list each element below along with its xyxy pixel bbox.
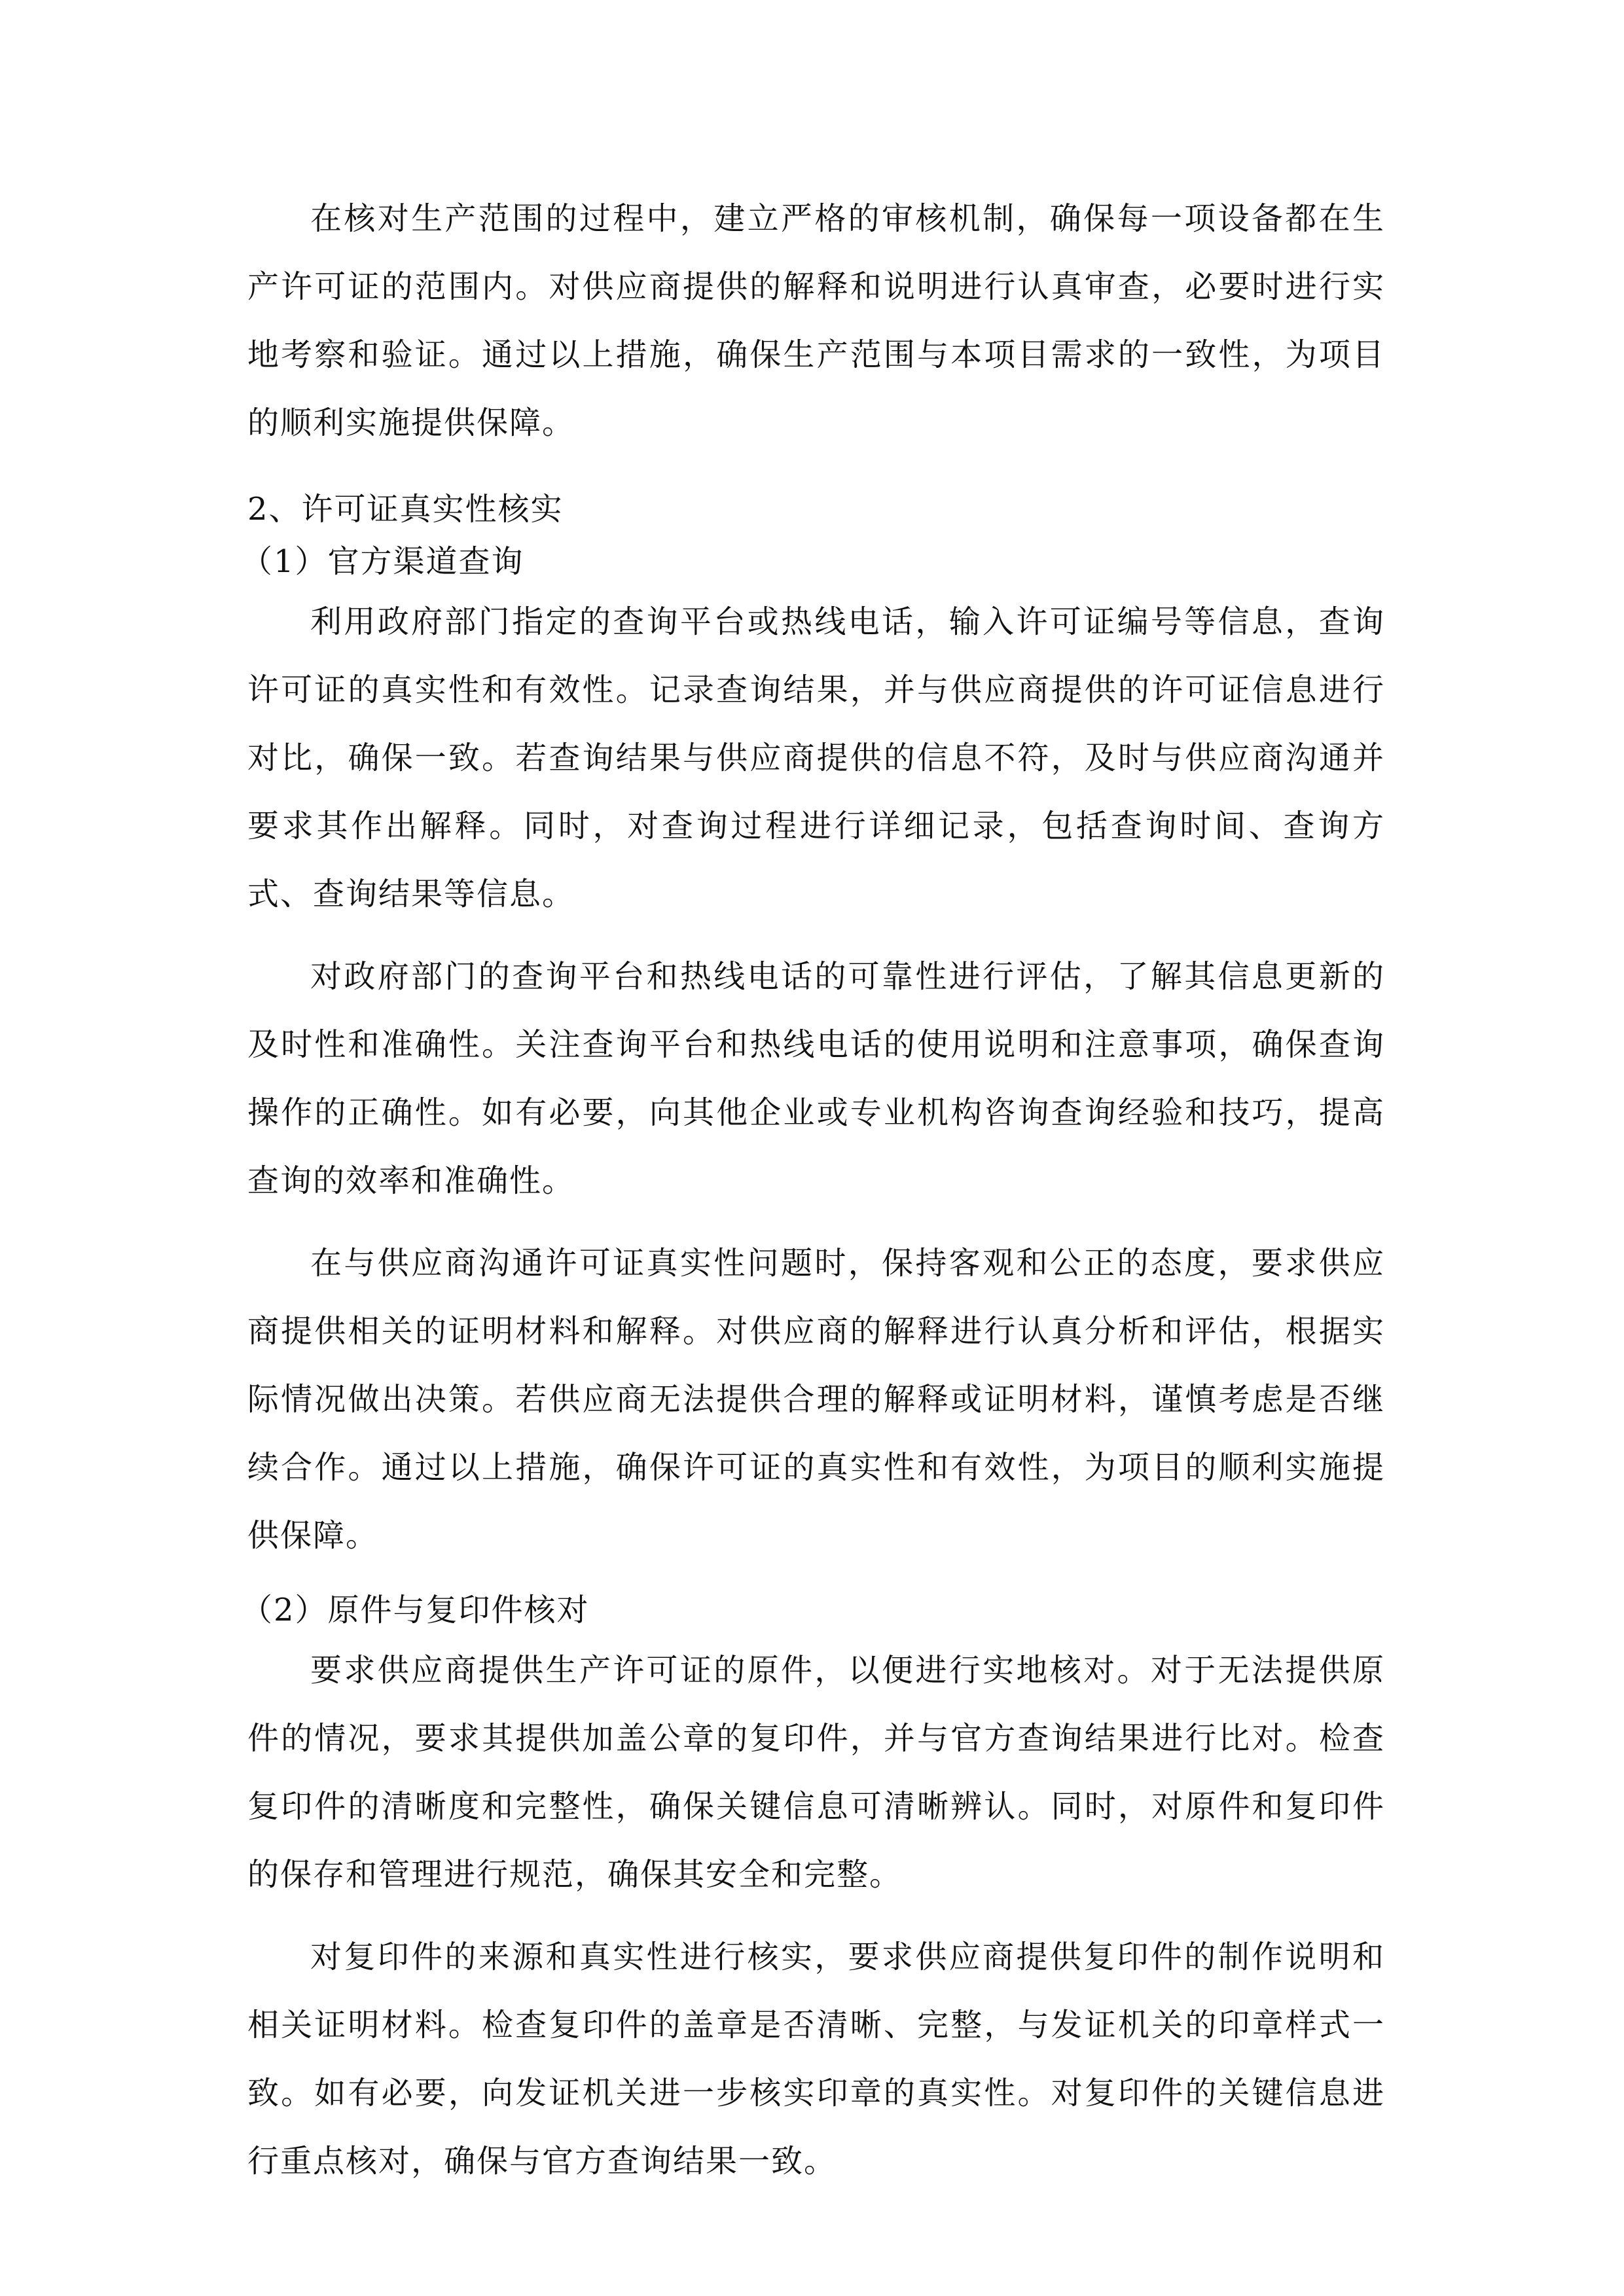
paragraph-copy-authenticity: 对复印件的来源和真实性进行核实，要求供应商提供复印件的制作说明和相关证明材料。检查复印件的盖章是否清晰、完整，与发证机关的印章样式一致。如有必要，向发证机关进一步核实印章的真实性。对复印件的关键信息进行重点核对，确保与官方查询结果一致。 <box>247 1939 1385 2179</box>
paragraph-original-copy-check: 要求供应商提供生产许可证的原件，以便进行实地核对。对于无法提供原件的情况，要求其提供加盖公章的复印件，并与官方查询结果进行比对。检查复印件的清晰度和完整性，确保关键信息可清晰辨认。同时，对原件和复印件的保存和管理进行规范，确保其安全和完整。 <box>247 1652 1385 1893</box>
subsection-heading-official-query: （1）官方渠道查询 <box>241 543 524 580</box>
paragraph-supplier-communication: 在与供应商沟通许可证真实性问题时，保持客观和公正的态度，要求供应商提供相关的证明材料和解释。对供应商的解释进行认真分析和评估，根据实际情况做出决策。若供应商无法提供合理的解释或证明材料，谨慎考虑是否继续合作。通过以上措施，确保许可证的真实性和有效性，为项目的顺利实施提供保障。 <box>247 1245 1385 1554</box>
paragraph-platform-reliability: 对政府部门的查询平台和热线电话的可靠性进行评估，了解其信息更新的及时性和准确性。关注查询平台和热线电话的使用说明和注意事项，确保查询操作的正确性。如有必要，向其他企业或专业机构咨询查询经验和技巧，提高查询的效率和准确性。 <box>247 958 1385 1199</box>
paragraph-official-query: 利用政府部门指定的查询平台或热线电话，输入许可证编号等信息，查询许可证的真实性和有效性。记录查询结果，并与供应商提供的许可证信息进行对比，确保一致。若查询结果与供应商提供的信息不符，及时与供应商沟通并要求其作出解释。同时，对查询过程进行详细记录，包括查询时间、查询方式、查询结果等信息。 <box>247 603 1385 912</box>
subsection-heading-original-copy-check: （2）原件与复印件核对 <box>241 1592 590 1628</box>
paragraph-production-scope: 在核对生产范围的过程中，建立严格的审核机制，确保每一项设备都在生产许可证的范围内。对供应商提供的解释和说明进行认真审查，必要时进行实地考察和验证。通过以上措施，确保生产范围与本项目需求的一致性，为项目的顺利实施提供保障。 <box>247 200 1385 441</box>
document-body <box>241 185 1385 2195</box>
section-heading-license-verification: 2、许可证真实性核实 <box>247 491 564 528</box>
